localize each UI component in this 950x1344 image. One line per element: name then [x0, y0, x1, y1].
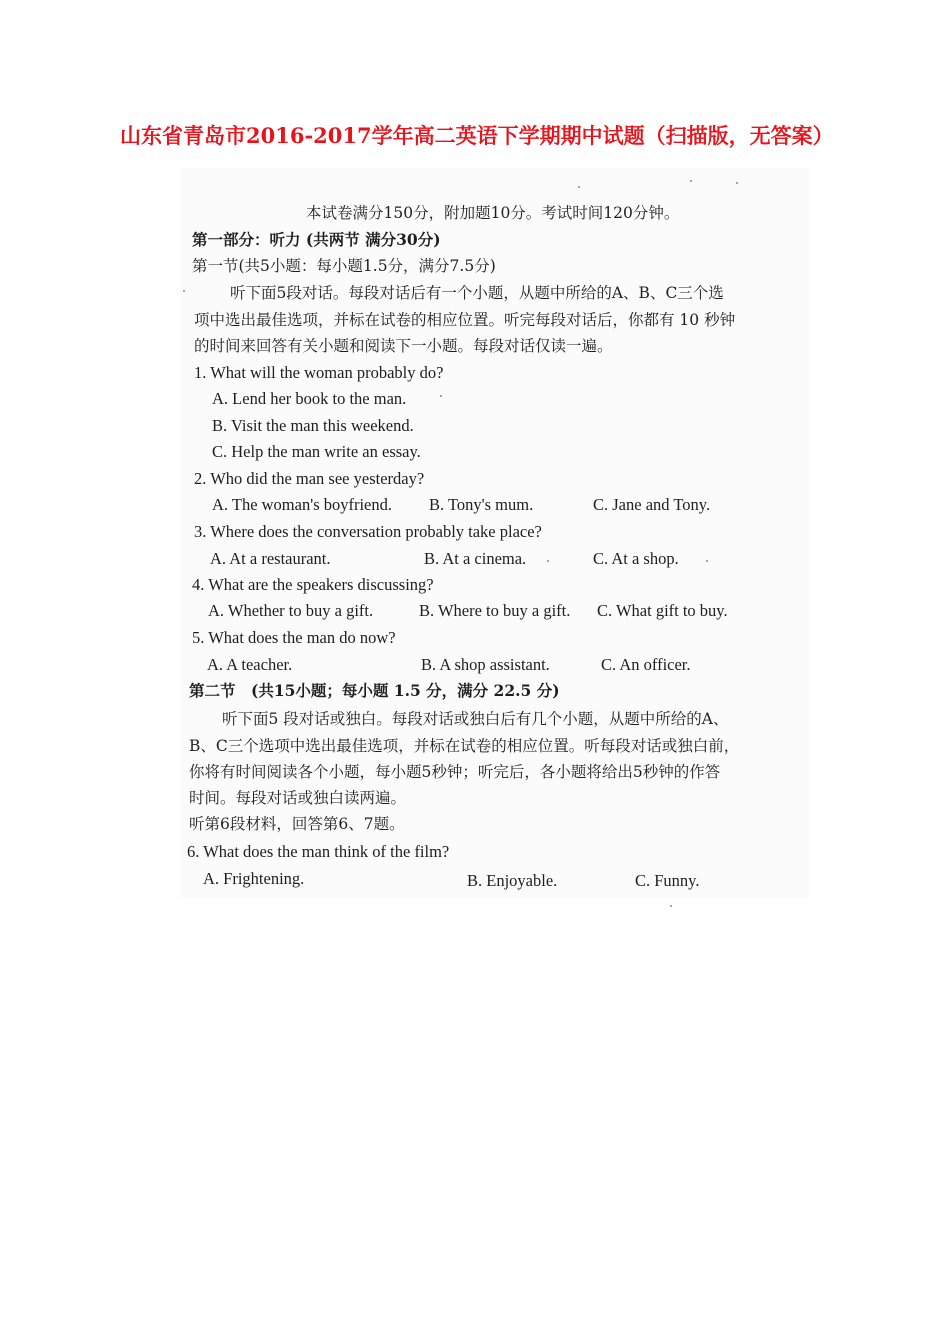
option-6c: C. Funny. [635, 871, 700, 890]
section1-instruction-line: 项中选出最佳选项，并标在试卷的相应位置。听完每段对话后，你都有 10 秒钟 [194, 311, 736, 329]
scan-speck [578, 186, 580, 188]
option-3a: A. At a restaurant. [210, 549, 331, 568]
option-5c: C. An officer. [601, 655, 691, 674]
part1-heading: 第一部分：听力 (共两节 满分30分) [192, 230, 441, 249]
option-2a: A. The woman's boyfriend. [212, 495, 393, 514]
document-title: 山东省青岛市2016-2017学年高二英语下学期期中试题（扫描版，无答案） [120, 123, 834, 148]
exam-intro: 本试卷满分150分，附加题10分。考试时间120分钟。 [306, 204, 680, 222]
option-6a: A. Frightening. [203, 869, 305, 888]
scan-speck [440, 395, 442, 397]
option-3c: C. At a shop. [593, 549, 679, 568]
scan-speck [183, 290, 185, 292]
section2-instruction-line: 听下面5 段对话或独白。每段对话或独白后有几个小题，从题中所给的A、 [222, 710, 729, 728]
section1-instruction-line: 的时间来回答有关小题和阅读下一小题。每段对话仅读一遍。 [194, 337, 613, 355]
option-4b: B. Where to buy a gift. [419, 601, 571, 620]
question-4: 4. What are the speakers discussing? [192, 575, 434, 594]
option-4c: C. What gift to buy. [597, 601, 728, 620]
section2-instruction-line: 你将有时间阅读各个小题，每小题5秒钟；听完后，各小题将给出5秒钟的作答 [189, 763, 721, 781]
question-2: 2. Who did the man see yesterday? [194, 469, 425, 488]
section2-instruction-line: B、C三个选项中选出最佳选项，并标在试卷的相应位置。听每段对话或独白前， [189, 737, 740, 755]
question-5: 5. What does the man do now? [192, 628, 396, 647]
material-note: 听第6段材料，回答第6、7题。 [189, 815, 405, 833]
option-4a: A. Whether to buy a gift. [208, 601, 374, 620]
section2-instruction-line: 时间。每段对话或独白读两遍。 [189, 789, 407, 807]
option-1a: A. Lend her book to the man. [212, 389, 407, 408]
scan-speck [670, 905, 672, 907]
question-3: 3. Where does the conversation probably take place? [194, 522, 542, 541]
section1-heading: 第一节(共5小题：每小题1.5分，满分7.5分) [192, 257, 496, 275]
scan-speck [690, 180, 692, 182]
option-1b: B. Visit the man this weekend. [212, 416, 414, 435]
section1-instruction-line: 听下面5段对话。每段对话后有一个小题，从题中所给的A、B、C三个选 [230, 284, 724, 302]
option-1c: C. Help the man write an essay. [212, 442, 421, 461]
option-6b: B. Enjoyable. [467, 871, 558, 890]
option-5b: B. A shop assistant. [421, 655, 550, 674]
scan-speck [706, 560, 708, 562]
question-6: 6. What does the man think of the film? [187, 842, 450, 861]
option-3b: B. At a cinema. [424, 549, 527, 568]
section2-heading: 第二节 (共15小题；每小题 1.5 分，满分 22.5 分) [189, 681, 560, 700]
option-5a: A. A teacher. [207, 655, 293, 674]
question-1: 1. What will the woman probably do? [194, 363, 444, 382]
scan-speck [547, 560, 549, 562]
option-2c: C. Jane and Tony. [593, 495, 711, 514]
scan-speck [736, 182, 738, 184]
option-2b: B. Tony's mum. [429, 495, 534, 514]
